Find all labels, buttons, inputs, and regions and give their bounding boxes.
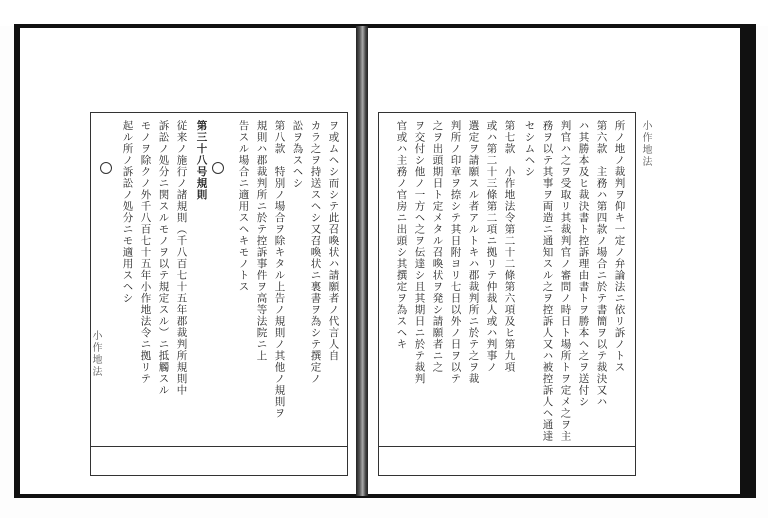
text-column: 規則ハ郡裁判所ニ於テ控訴事件ヲ高等法院ニ上 <box>255 120 268 362</box>
text-column: 所ノ地ノ裁判ヲ仰キ一定ノ弁論法ニ依リ訴ノトス <box>613 120 626 373</box>
text-column: 官或ハ主務ノ官房ニ出頭シ其撰定ヲ為スヘキ <box>395 120 408 350</box>
page-margin-note: 小作地法 <box>640 120 651 168</box>
text-column: ヲ交付シ他ノ一方ヘ之ヲ伝達シ且其期日ニ於テ裁判 <box>413 120 426 385</box>
text-column: 訴訟ノ処分ニ関スルモノヲ以テ規定スル）ニ抵觸スル <box>157 120 170 396</box>
section-heading: 第七款 小作地法令第二十二條第六項及ヒ第九項 <box>503 120 516 373</box>
text-column: 第六款 主務ハ第四款ノ場合ニ於テ書簡ヲ以テ裁決又ハ <box>595 120 608 408</box>
text-column: 従来ノ施行ノ諸規則（千八百七十五年郡裁判所規則中 <box>175 120 188 396</box>
book-spine <box>356 26 368 496</box>
text-column: 判官ハ之ヲ受取リ其裁判官ノ審問ノ時日ト場所トヲ定メ之ヲ主 <box>559 120 572 442</box>
text-column: 之ヲ出頭期日ト定メタル召喚状ヲ発シ請願者ニ之 <box>431 120 444 373</box>
text-column: ハ其勝本及ヒ裁決書ト控訴理由書トヲ勝本ヘ之ヲ送付シ <box>577 120 590 408</box>
text-column: 起ル所ノ訴訟ノ処分ニモ適用スヘシ <box>121 120 134 304</box>
text-column: 第八款 特別ノ場合ヲ除キタル上告ノ規則ノ其他ノ規則ヲ <box>273 120 286 419</box>
text-column: モノヲ除クノ外千八百七十五年小作地法令ニ拠リテ <box>139 120 152 385</box>
text-column: 務ヲ以テ其事ヲ両造ニ通知スル之ヲ控訴人又ハ被控訴人ヘ通達 <box>541 120 554 442</box>
text-column: 或ハ第二十三條第二項ニ拠リテ仲裁人或ハ判事ノ <box>485 120 498 373</box>
text-column: カラ之ヲ持送スヘシ又召喚状ニ裏書ヲ為シテ撰定ノ <box>309 120 322 385</box>
text-column: セシムヘシ <box>523 120 536 178</box>
text-column: 告スル場合ニ適用スヘキモノトス <box>237 120 250 293</box>
binding-hole-mark <box>212 162 224 174</box>
text-column: ヲ或ムヘシ而シテ此召喚状ハ請願者ノ代言人自 <box>327 120 340 362</box>
section-heading: 第三十八号規則 <box>195 120 208 201</box>
page-margin-note: 小作地法 <box>90 330 101 378</box>
text-column: 選定ヲ請願スル者アルトキハ郡裁判所ニ於テ之ヲ裁 <box>467 120 480 385</box>
text-column: 判所ノ印章ヲ捺シテ其日附ヨリ七日以外ノ日ヲ以テ <box>449 120 462 385</box>
text-column: 訟ヲ為スヘシ <box>291 120 304 189</box>
binding-hole-mark <box>100 162 112 174</box>
